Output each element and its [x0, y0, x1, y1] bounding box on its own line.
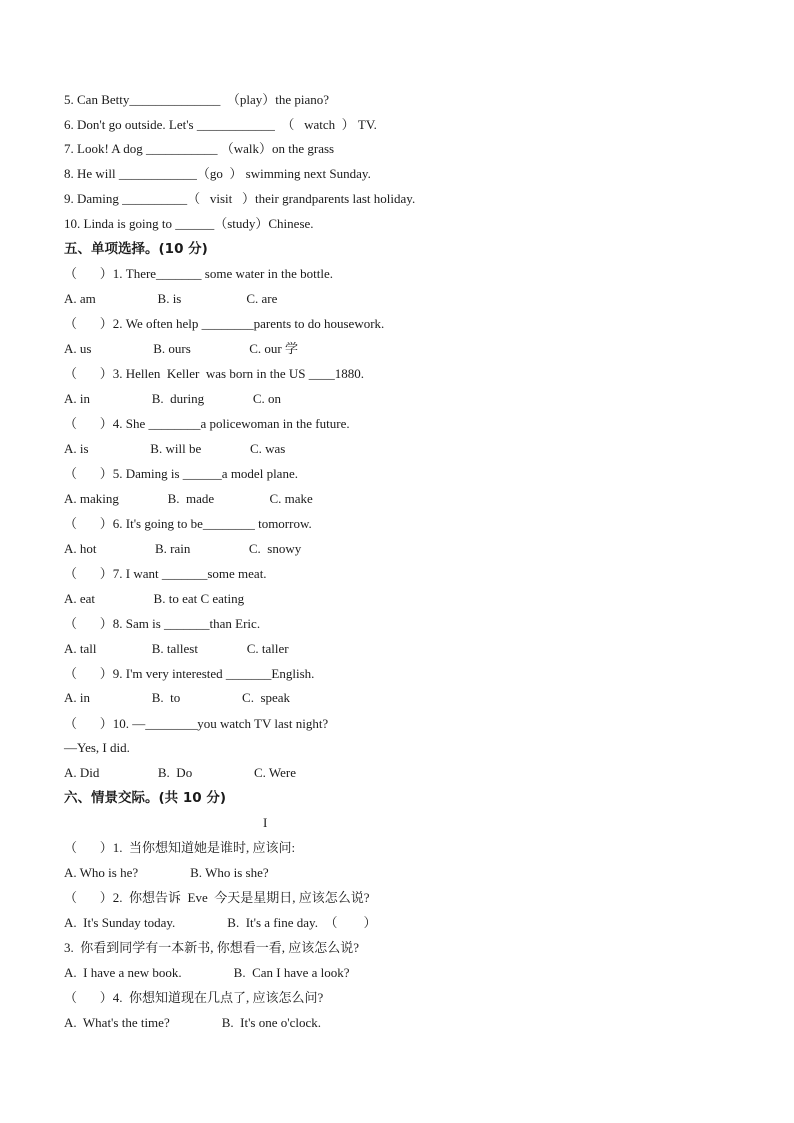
- question-line: （ ）6. It's going to be________ tomorrow.: [64, 516, 312, 531]
- section-6-title: 六、情景交际。(共 10 分): [64, 790, 227, 806]
- answer-line: —Yes, I did.: [64, 740, 130, 755]
- fill-blank-item-8: 8. He will ____________（go ） swimming next Sunday.: [64, 166, 371, 181]
- question-line: （ ）4. She ________a policewoman in the future.: [64, 416, 350, 431]
- options-line: A. It's Sunday today. B. It's a fine day. （ ）: [64, 915, 377, 930]
- options-line: A. hot B. rain C. snowy: [64, 541, 302, 556]
- question-line: （ ）2. 你想告诉 Eve 今天是星期日, 应该怎么说?: [64, 890, 370, 905]
- question-line: （ ）1. There_______ some water in the bottle.: [64, 266, 333, 281]
- question-line: （ ）8. Sam is _______than Eric.: [64, 616, 261, 631]
- options-line: A. Did B. Do C. Were: [64, 765, 296, 780]
- fill-blank-item-9: 9. Daming __________（ visit ）their grandparents last holiday.: [64, 191, 416, 206]
- fill-blank-item-5: 5. Can Betty______________ （play）the piano?: [64, 92, 330, 107]
- question-line: （ ）4. 你想知道现在几点了, 应该怎么问?: [64, 990, 324, 1005]
- question-line: （ ）10. —________you watch TV last night?: [64, 716, 329, 731]
- options-line: A. in B. during C. on: [64, 391, 282, 406]
- fill-blank-item-6: 6. Don't go outside. Let's ____________ （ watch ） TV.: [64, 117, 377, 132]
- question-line: （ ）1. 当你想知道她是谁时, 应该问:: [64, 840, 296, 855]
- question-line: （ ）2. We often help ________parents to do housework.: [64, 316, 385, 331]
- fill-blank-item-7: 7. Look! A dog ___________ （walk）on the grass: [64, 141, 335, 156]
- options-line: A. I have a new book. B. Can I have a look?: [64, 965, 350, 980]
- options-line: A. tall B. tallest C. taller: [64, 641, 289, 656]
- options-line: A. making B. made C. make: [64, 491, 313, 506]
- options-line: A. eat B. to eat C eating: [64, 591, 245, 606]
- section-5-title: 五、单项选择。(10 分): [64, 241, 208, 257]
- options-line: A. What's the time? B. It's one o'clock.: [64, 1015, 321, 1030]
- question-line: （ ）3. Hellen Keller was born in the US ____1880.: [64, 366, 365, 381]
- options-line: A. is B. will be C. was: [64, 441, 286, 456]
- options-line: A. in B. to C. speak: [64, 690, 291, 705]
- question-line: 3. 你看到同学有一本新书, 你想看一看, 应该怎么说?: [64, 940, 360, 955]
- section-6-marker: I: [263, 815, 268, 830]
- options-line: A. Who is he? B. Who is she?: [64, 865, 269, 880]
- options-line: A. us B. ours C. our 学: [64, 341, 299, 356]
- question-line: （ ）5. Daming is ______a model plane.: [64, 466, 298, 481]
- question-line: （ ）9. I'm very interested _______English.: [64, 666, 315, 681]
- fill-blank-item-10: 10. Linda is going to ______（study）Chinese.: [64, 216, 314, 231]
- question-line: （ ）7. I want _______some meat.: [64, 566, 267, 581]
- options-line: A. am B. is C. are: [64, 291, 278, 306]
